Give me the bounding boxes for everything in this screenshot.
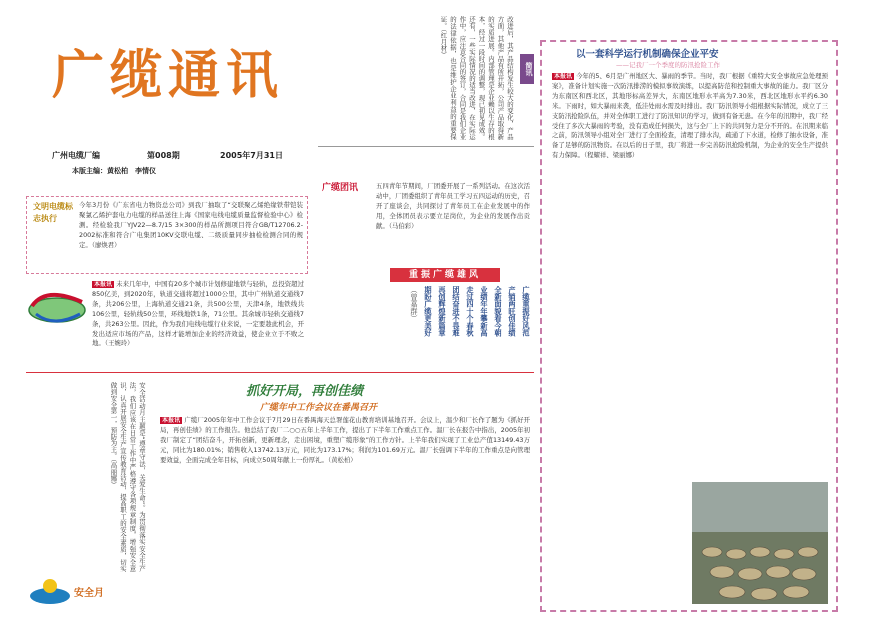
news-tag: 本报讯 <box>162 417 181 424</box>
issue-date: 2005年7月31日 <box>220 151 283 160</box>
cable-drum-icon <box>26 280 88 330</box>
cable-yard-photo <box>692 482 828 604</box>
poem-author: （曾嘉群） <box>410 286 419 322</box>
subway-story <box>26 280 308 370</box>
inspection-box <box>26 196 308 274</box>
divider <box>318 146 534 147</box>
cable-drum-illustration <box>26 280 88 330</box>
right-body: 今年的5、6月是广州地区大、暴雨的季节。当时，我厂根据《重特大安全事故应急处理预案》，准备计划实施一次防汛排涝的模拟事故演练，以提高防范和控制重大事故的能力。我厂区分为东南区和西北区，其地形标高差异大，东南区地形水平高为7.30米，西北区地形水平约6.30米。下雨时，如大暴雨来袭，低洼处雨水需及时排出。我厂防汛领导小组根据实际情况，成立了三支防汛抢险队伍，并对全体职工进行了防汛知识的学习，做到有备无患。在今年的汛期中，我厂经受住了多次大暴雨的考验，没有造成任何损失，这与全厂上下的共同努力是分不开的。在汛期来临之前，防汛领导小组对全厂进行了全面检查，清理了排水沟，疏通了下水道，检修了抽水设备，准备了足够的防汛物资。在以后的日子里，我厂将进一步完善防汛抢险机制，为企业的安全生产提供有力保障。（程耀祥、梁丽娜） <box>552 72 828 160</box>
poem-line: 走过四十个春秋 <box>466 286 475 337</box>
masthead <box>12 14 312 184</box>
youth-league <box>318 150 534 258</box>
inspection-caption: 文明电缆标志执行 <box>33 202 73 223</box>
right-article <box>546 44 834 608</box>
top-center-text: 改进后，其产品结构发生较大的变化，产品方面，其他产品有所开拓，公司产品取得新的实质进展。内部管理是企业赖以生存的根本，经过一段时间的调整，现已初见成效。还有，一些实际情况的适当改进，在实际运作中，应注意合同的签订，合同是我们企业的法律依据，也是维护企业利益的重要保证。（红月材） <box>439 16 514 140</box>
poem-line: 全新面貌看今朝 <box>494 286 503 337</box>
divider <box>26 372 534 373</box>
top-center-article <box>318 14 534 144</box>
news-tag: 本报讯 <box>554 73 573 80</box>
safety-badge-label: 安全月 <box>74 588 104 599</box>
poem-line: 广缆重振好风范 <box>522 286 531 337</box>
meeting-subtitle: 广缆年中工作会议在番禺召开 <box>260 403 378 413</box>
youth-text: 五四青年节期间，厂团委开展了一系列活动。在这次活动中，厂团委组织了青年员工学习五四运动的历史，召开了座谈会，共同探讨了青年员工在企业发展中的作用，全体团员表示要立足岗位，为企业的发展作出贡献。（马伯彩） <box>376 182 530 230</box>
poem-line: 产销两旺创佳绩 <box>508 286 517 337</box>
poem-title: 重振广缆雄风 <box>408 270 481 280</box>
news-tag: 本报讯 <box>94 281 113 288</box>
issue-number: 第008期 <box>147 151 180 160</box>
poem-block <box>350 260 534 372</box>
poem-line: 期盼广缆更美好 <box>424 286 433 337</box>
meeting-text <box>160 416 530 466</box>
safety-column <box>26 380 146 610</box>
meeting-body: 广缆厂2005年年中工作会议于7月29日在番禺海天总署莲花山教育培训基地召开。会议上，温少和厂长作了题为《抓好开局，再创佳绩》的工作报告。他总结了我厂二○○五年上半年工作，提出了下半年工作重点工作。温厂长在报告中指出，2005年初我厂制定了“团结奋斗，开拓创新，更新理念，走出困境，重塑广缆形象”的工作方针。上半年我们实现了工业总产值13149.43万元，同比为180.01%；销售收入13742.13万元，同比为173.17%；利润为101.69万元。温厂长强调下半年的工作重点是向管理要效益，全面完成全年目标，向成立50周年献上一份厚礼。（黄松柏） <box>160 416 530 464</box>
subway-text <box>92 280 304 349</box>
editors: 本版主编：黄松柏 李情仪 <box>72 167 156 175</box>
safety-text: 安全活动月主题是“遵章守法，关爱生命”。为贯彻落实安全生产法，我们应该在日常工作中严格遵守各项规章制度，增强安全意识，认真开展安全生产宣传教育活动，提高职工的安全素质，切实做到安全第一，预防为主。（高丽娜） <box>109 382 146 572</box>
cable-reels-photo <box>692 482 828 604</box>
masthead-title: 广缆通讯 <box>52 45 285 106</box>
poem-lines <box>352 286 532 370</box>
article-label: 简讯 <box>520 54 534 84</box>
poem-line: 团结奋进不畏难 <box>452 286 461 337</box>
right-text <box>552 72 828 161</box>
right-title: 以一套科学运行机制确保企业平安 <box>576 49 719 60</box>
poem-line: 业绩年年攀新高 <box>480 286 489 337</box>
inspection-text: 今年3月份《广东省电力物资总公司》到我厂抽取了“交联聚乙烯绝缘铁带铠装聚氯乙烯护套电力电缆的样品送往上海《国家电线电缆质量监督检验中心》检测。经检验我厂YJV22—8.7/15 3×300的样品所测项目符合GB/T12706.2-2002标准和符合广电集团10KV交联电缆、二级质量同步抽检检测合同的规定。（廖焕君） <box>79 201 303 249</box>
poem-line: 再创辉煌新篇章 <box>438 286 447 337</box>
publisher: 广州电缆厂编 <box>52 151 100 160</box>
meeting-article <box>150 380 534 612</box>
meeting-title: 抓好开局，再创佳绩 <box>246 384 364 399</box>
subway-body: 未来几年中，中国有20多个城市计划修建地铁与轻轨，总投资超过850亿美，到2020年，轨道交通将超过1000公里，其中广州轨道交通线7条，共206公里，上海轨道交通21条，共500公里，天津4条，地铁线共106公里，轻轨线50公里，环线地铁1条，71公里。其余城市轻轨交通线7条，共263公里。因此，作为我们电线电缆行业来说，一定要趁此机会，开发出适应市场的产品，这样才能增加企业的经济效益，使企业立于不败之地。（王婉玲） <box>92 280 304 348</box>
youth-label: 广缆团讯 <box>322 183 359 193</box>
safety-badge <box>26 576 136 606</box>
right-subtitle: ——记我厂一个季度的防汛抢险工作 <box>616 61 720 69</box>
